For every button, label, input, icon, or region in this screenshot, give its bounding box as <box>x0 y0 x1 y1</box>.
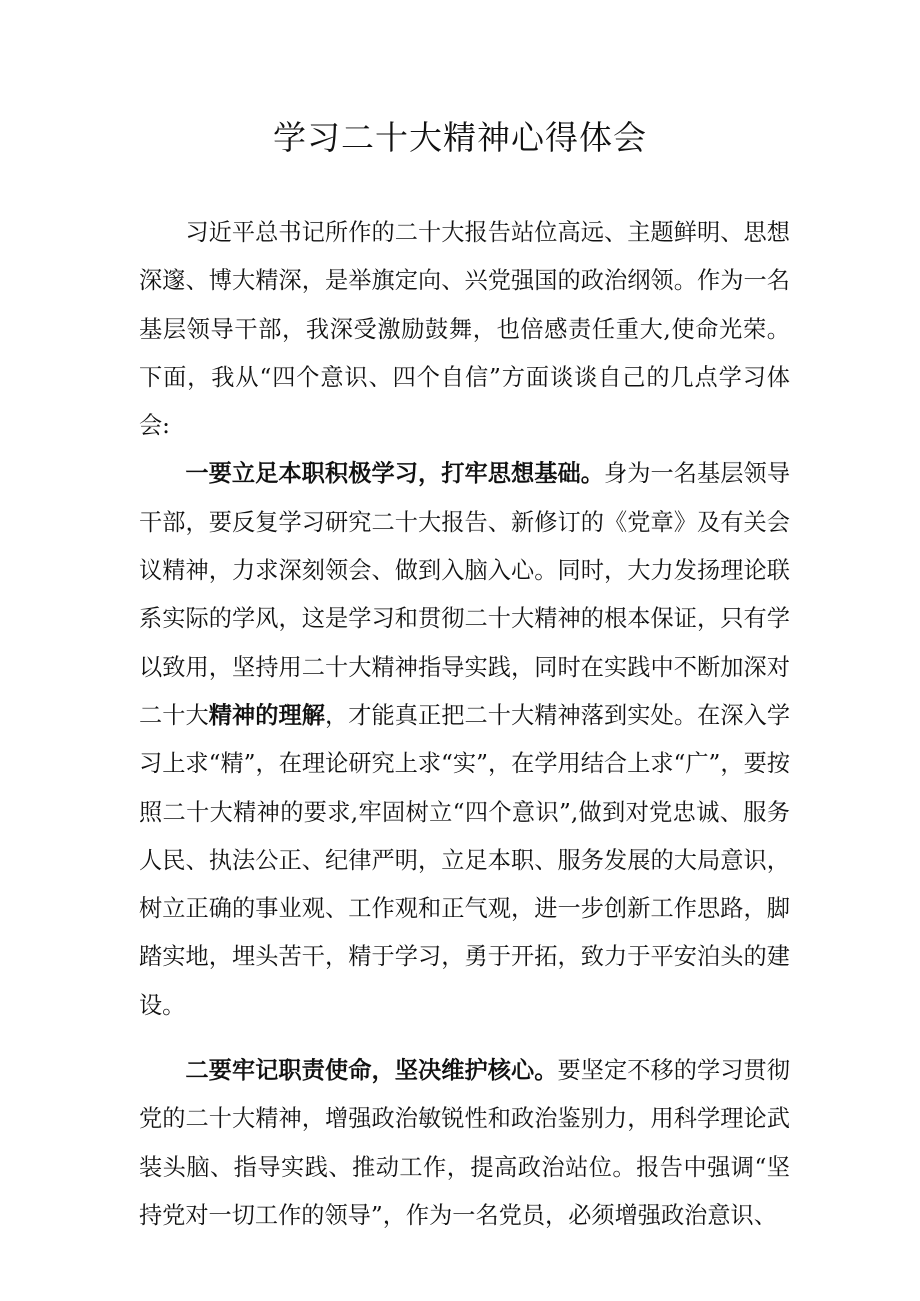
paragraph-intro <box>139 209 790 450</box>
paragraph-text: ，才能真正把二十大精神落到实处。在深入学习上求“精”，在理论研究上求“实”，在学用结合上求“广”，要按照二十大精神的要求,牢固树立“四个意识”,做到对党忠诚、服务人民、执法公正、纪律严明，立足本职、服务发展的大局意识，树立正确的事业观、工作观和正气观，进一步创新工作思路，脚踏实地，埋头苦干，精于学习，勇于开拓，致力于平安泊头的建设。 <box>139 701 791 1019</box>
paragraph-point-one <box>139 450 790 1030</box>
paragraph-point-two <box>139 1047 790 1240</box>
paragraph-text: 要坚定不移的学习贯彻党的二十大精神，增强政治敏锐性和政治鉴别力，用科学理论武装头脑、指导实践、推动工作，提高政治站位。报告中强调“坚持党对一切工作的领导”，作为一名党员，必须增强政治意识、 <box>139 1057 790 1229</box>
document-title: 学习二十大精神心得体会 <box>273 118 647 157</box>
document-body <box>139 209 790 1240</box>
paragraph-text: 习近平总书记所作的二十大报告站位高远、主题鲜明、思想深邃、博大精深，是举旗定向、兴党强国的政治纲领。作为一名基层领导干部，我深受激励鼓舞，也倍感责任重大,使命光荣。下面，我从“四个意识、四个自信”方面谈谈自己的几点学习体会: <box>139 219 790 440</box>
paragraph-lead-heading: 二要牢记职责使命，坚决维护核心。 <box>185 1057 558 1085</box>
paragraph-emphasis: 精神的理解 <box>208 701 326 729</box>
paragraph-text: 身为一名基层领导干部，要反复学习研究二十大报告、新修订的《党章》及有关会议精神，力求深刻领会、做到入脑入心。同时，大力发扬理论联系实际的学风，这是学习和贯彻二十大精神的根本保证，只有学以致用，坚持用二十大精神指导实践，同时在实践中不断加深对二十大 <box>139 460 791 729</box>
paragraph-lead-heading: 一要立足本职积极学习，打牢思想基础。 <box>185 460 605 488</box>
